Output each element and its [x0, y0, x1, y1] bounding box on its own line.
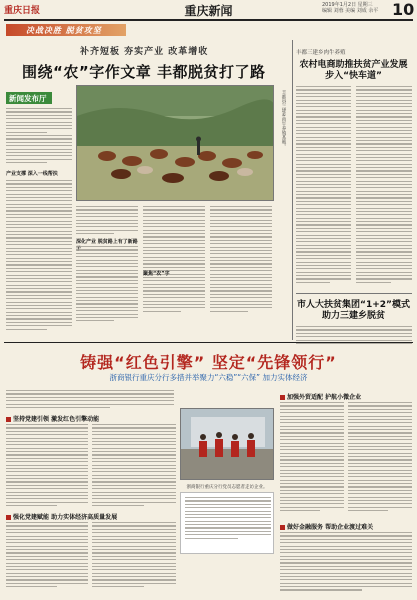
lower-feature-headline: 铸强“红色引擎” 坚定“先锋领行”	[80, 353, 337, 372]
right-column-kicker: 丰都三建乡肉牛养殖	[296, 50, 346, 56]
lower-right-section-heading-1	[280, 392, 361, 401]
feature-kicker: 补齐短板 夯实产业 改革增收	[80, 47, 209, 57]
ribbon-label: 决战决胜 脱贫攻坚	[26, 26, 102, 35]
lower-col-4-text	[348, 402, 412, 513]
right-column-headline-a: 农村电商助推扶贫产业发展步入“快车道”	[299, 60, 408, 81]
section-heading-text: 加强外贸适配 护航小微企业	[287, 394, 362, 401]
feature-subhead-3: 聚焦“农”字	[143, 271, 170, 277]
lower-col-3-text	[280, 402, 344, 513]
lower-section-heading-1	[6, 414, 99, 423]
lower-feature-rule	[4, 342, 413, 343]
lower-col-1-text	[6, 424, 88, 508]
right-column-text-a1	[296, 86, 351, 285]
lower-feature-subhead: 浙商银行重庆分行多措并举聚力“六稳”“六保” 加力实体经济	[109, 373, 308, 382]
feature-subhead-2: 深化产业 脱贫路上有了新路	[76, 239, 138, 245]
info-box	[180, 492, 274, 554]
mid-column-2-text	[143, 206, 205, 314]
masthead-rule	[4, 19, 413, 21]
news-label-badge	[6, 92, 52, 104]
left-column-text	[6, 108, 72, 165]
right-column-headline-b: 市人大扶贫集团“1+2”模式助力三建乡脱贫	[297, 300, 410, 321]
mid-column-3-text	[210, 206, 272, 314]
right-column-separator	[296, 293, 412, 294]
feature-headline: 围绕“农”字作文章 丰都脱贫打了路	[22, 63, 266, 81]
feature-subhead-1: 产业支撑 深入一线帮扶	[6, 171, 58, 177]
cattle-photo	[76, 85, 274, 201]
news-label-text: 新闻发布厅	[9, 94, 47, 103]
lower-col-1-text-2	[6, 522, 88, 590]
lower-col-2-text	[92, 424, 176, 508]
section-marker-icon	[280, 525, 285, 530]
lower-intro-text	[6, 390, 174, 410]
mid-column-1-text-2	[76, 246, 138, 324]
newspaper-logo: 重庆日报	[4, 6, 41, 16]
info-box-text	[185, 497, 271, 541]
right-column-divider	[292, 40, 293, 340]
lower-col-2-text-2	[92, 522, 176, 590]
section-heading-text: 做好金融服务 帮助企业渡过难关	[287, 524, 374, 531]
date-line	[322, 2, 378, 14]
right-column-text-a2	[356, 86, 412, 285]
left-column-text-2	[6, 180, 72, 332]
page-number: 10	[392, 0, 415, 19]
date-text: 2019年1月2日 星期三	[322, 2, 373, 8]
lower-col-3-text-2	[280, 532, 412, 593]
section-marker-icon	[280, 395, 285, 400]
section-marker-icon	[6, 515, 11, 520]
right-column-text-b	[296, 326, 412, 346]
campaign-ribbon	[6, 24, 126, 36]
lower-photo-caption: 浙商银行重庆分行党员志愿者走访企业。	[186, 485, 268, 490]
lower-section-heading-2	[6, 512, 117, 521]
photo-caption-vertical	[278, 90, 286, 149]
volunteer-photo	[180, 408, 274, 480]
editors-text: 编辑 刘蓉 美编 刘成 余平	[322, 8, 379, 14]
photo-caption-text: 丰都县三建乡肉牛养殖基地。	[281, 90, 286, 149]
lower-right-section-heading-2	[280, 522, 373, 531]
section-heading-text: 强化党建赋能 助力实体经济高质量发展	[13, 514, 118, 521]
section-title: 重庆新闻	[184, 4, 233, 18]
section-heading-text: 坚持党建引领 激发红色引擎动能	[13, 416, 100, 423]
mid-column-1-text	[76, 206, 138, 236]
section-marker-icon	[6, 417, 11, 422]
